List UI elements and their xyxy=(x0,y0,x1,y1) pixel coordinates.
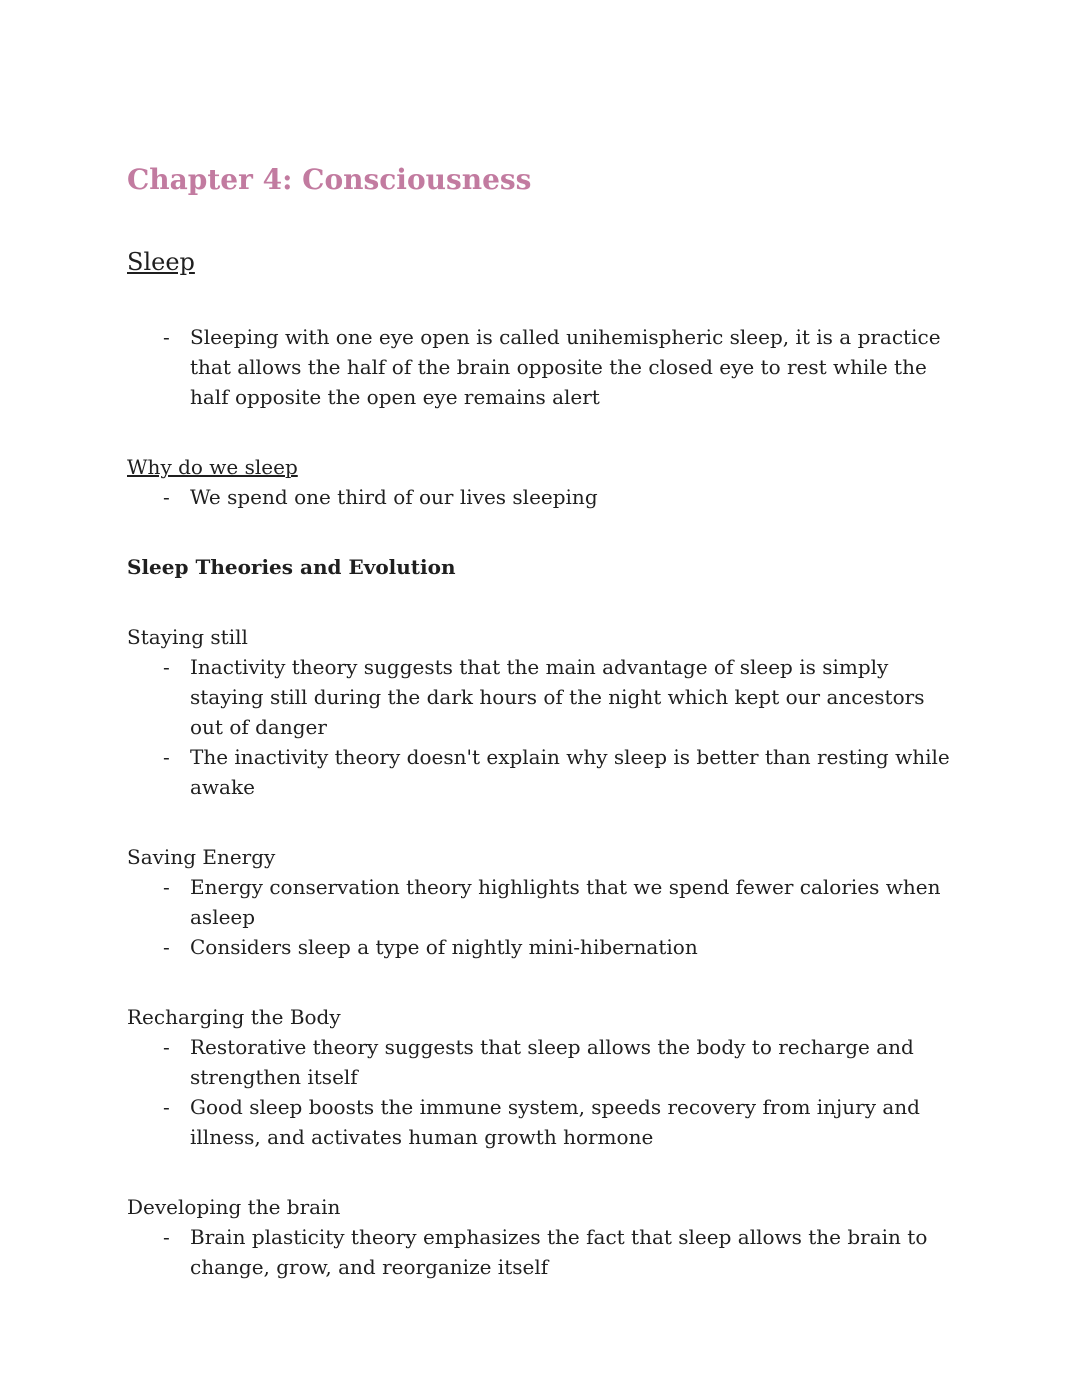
section-heading-why-do-we-sleep: Why do we sleep xyxy=(127,455,298,479)
bullet-item xyxy=(127,872,950,932)
bullet-text: Restorative theory suggests that sleep allows the body to recharge and strengthen itself xyxy=(190,1035,914,1089)
bullet-item xyxy=(127,932,950,962)
bullet-marker: - xyxy=(163,1095,170,1119)
bullet-marker: - xyxy=(163,325,170,349)
section-recharging-the-body xyxy=(127,1002,950,1152)
bullet-text: Brain plasticity theory emphasizes the fact that sleep allows the brain to change, grow, and reorganize itself xyxy=(190,1225,928,1279)
section-why-do-we-sleep xyxy=(127,452,950,512)
bullet-list xyxy=(127,872,950,962)
section-sleep xyxy=(127,246,950,412)
bullet-list xyxy=(127,322,950,412)
bullet-item xyxy=(127,482,950,512)
bullet-list xyxy=(127,482,950,512)
bullet-item xyxy=(127,1032,950,1092)
bullet-text: Considers sleep a type of nightly mini-hibernation xyxy=(190,935,698,959)
bullet-text: Energy conservation theory highlights that we spend fewer calories when asleep xyxy=(190,875,941,929)
section-developing-the-brain xyxy=(127,1192,950,1282)
bullet-list xyxy=(127,1222,950,1282)
section-sleep-theories xyxy=(127,552,950,582)
doc-title: Chapter 4: Consciousness xyxy=(127,163,532,196)
bullet-text: Inactivity theory suggests that the main advantage of sleep is simply staying still during the dark hours of the night which kept our ancestors out of danger xyxy=(190,655,925,739)
bullet-text: We spend one third of our lives sleeping xyxy=(190,485,598,509)
section-heading-developing-the-brain: Developing the brain xyxy=(127,1195,341,1219)
bullet-marker: - xyxy=(163,935,170,959)
section-heading-sleep: Sleep xyxy=(127,248,195,276)
bullet-text: Good sleep boosts the immune system, speeds recovery from injury and illness, and activates human growth hormone xyxy=(190,1095,920,1149)
bullet-marker: - xyxy=(163,1035,170,1059)
bullet-list xyxy=(127,1032,950,1152)
bullet-item xyxy=(127,1222,950,1282)
bullet-item xyxy=(127,1092,950,1152)
bullet-marker: - xyxy=(163,1225,170,1249)
bullet-marker: - xyxy=(163,745,170,769)
section-heading-staying-still: Staying still xyxy=(127,625,248,649)
bullet-marker: - xyxy=(163,485,170,509)
bullet-item xyxy=(127,322,950,412)
bullet-text: Sleeping with one eye open is called unihemispheric sleep, it is a practice that allows the half of the brain opposite the closed eye to rest while the half opposite the open eye remains alert xyxy=(190,325,941,409)
section-saving-energy xyxy=(127,842,950,962)
section-staying-still xyxy=(127,622,950,802)
bullet-item xyxy=(127,742,950,802)
section-heading-saving-energy: Saving Energy xyxy=(127,845,276,869)
bullet-list xyxy=(127,652,950,802)
bullet-marker: - xyxy=(163,655,170,679)
section-heading-recharging-the-body: Recharging the Body xyxy=(127,1005,341,1029)
bullet-text: The inactivity theory doesn't explain why sleep is better than resting while awake xyxy=(190,745,950,799)
section-heading-sleep-theories: Sleep Theories and Evolution xyxy=(127,555,456,579)
bullet-marker: - xyxy=(163,875,170,899)
bullet-item xyxy=(127,652,950,742)
